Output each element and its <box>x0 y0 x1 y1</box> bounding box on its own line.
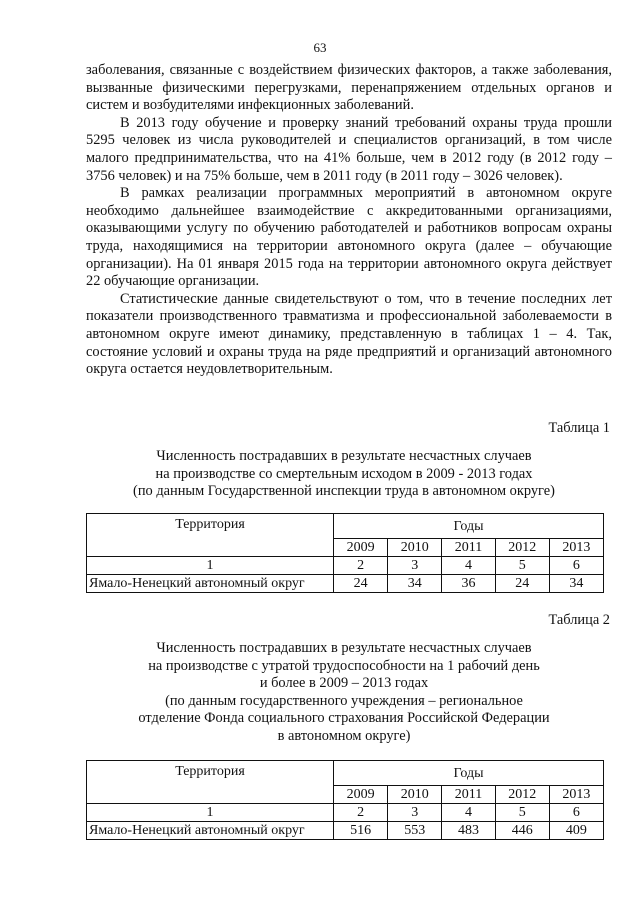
table1-col-number: 3 <box>388 557 442 575</box>
table2-year: 2013 <box>549 786 603 804</box>
paragraph: заболевания, связанные с воздействием физических факторов, а также заболевания, вызванные физическими перегрузками, перенапряжением отдельных органов и систем и возбудителями инфекционных заболеваний. <box>86 62 612 114</box>
table2-col-number: 3 <box>388 804 442 822</box>
table-row <box>87 575 604 593</box>
table1-title-line: (по данным Государственной инспекции труда в автономном округе) <box>133 483 555 500</box>
table1-row-label: Ямало-Ненецкий автономный округ <box>87 575 334 593</box>
table2-col-number: 6 <box>549 804 603 822</box>
table2-title-line: и более в 2009 – 2013 годах <box>259 675 429 692</box>
paragraph: Статистические данные свидетельствуют о том, что в течение последних лет показатели производственного травматизма и профессиональной заболеваемости в автономном округе имеют динамику, представленную в таблицах 1 – 4. Так, состояние условий и охраны труда на ряде предприятий и организаций автономного округа остается неудовлетворительным. <box>86 290 612 378</box>
table1-col-number: 5 <box>495 557 549 575</box>
table2-title-line: в автономном округе) <box>277 727 411 744</box>
table1-year: 2013 <box>549 539 603 557</box>
table1-col-number: 2 <box>334 557 388 575</box>
table2-title <box>78 640 610 746</box>
table2 <box>86 760 604 840</box>
table2-cell: 409 <box>549 822 603 840</box>
table2-year: 2009 <box>334 786 388 804</box>
table2-title-line: отделение Фонда социального страхования Российской Федерации <box>138 710 550 727</box>
table1-title <box>78 448 610 501</box>
table1-cell: 24 <box>334 575 388 593</box>
table1-cell: 34 <box>549 575 603 593</box>
table2-cell: 483 <box>442 822 495 840</box>
table1-col-number: 6 <box>549 557 603 575</box>
paragraph: В рамках реализации программных мероприятий в автономном округе необходимо дальнейшее взаимодействие с аккредитованными организациями, оказывающими услугу по обучению работодателей и работников вопросам охраны труда, находящимися на территории автономного округа (далее – обучающие организации). На 01 января 2015 года на территории автономного округа действует 22 обучающие организации. <box>86 185 612 290</box>
table2-year: 2012 <box>495 786 549 804</box>
table2-cell: 553 <box>388 822 442 840</box>
table2-caption: Таблица 2 <box>548 612 610 628</box>
table1-col-number: 1 <box>87 557 334 575</box>
table2-cell: 516 <box>334 822 388 840</box>
table1-cell: 34 <box>388 575 442 593</box>
table-row <box>87 822 604 840</box>
body-text <box>86 62 612 379</box>
table1-year: 2009 <box>334 539 388 557</box>
page-number: 63 <box>313 40 327 55</box>
table1-header-years: Годы <box>334 514 604 539</box>
table2-title-line: (по данным государственного учреждения – региональное <box>165 692 523 709</box>
table2-year: 2011 <box>442 786 495 804</box>
table1-cell: 36 <box>442 575 495 593</box>
table1-cell: 24 <box>495 575 549 593</box>
table1-title-line: на производстве со смертельным исходом в 2009 - 2013 годах <box>155 465 533 482</box>
table2-header-years: Годы <box>334 761 604 786</box>
table1 <box>86 513 604 593</box>
table1-year: 2010 <box>388 539 442 557</box>
table1-caption: Таблица 1 <box>548 420 610 436</box>
paragraph: В 2013 году обучение и проверку знаний требований охраны труда прошли 5295 человек из числа руководителей и специалистов организаций, в том числе малого предпринимательства, что на 41% больше, чем в 2012 году (в 2012 году – 3756 человек) и на 75% больше, чем в 2011 году (в 2011 году – 3026 человек). <box>86 114 612 184</box>
table2-col-number: 5 <box>495 804 549 822</box>
table1-year: 2011 <box>442 539 495 557</box>
table2-year: 2010 <box>388 786 442 804</box>
table2-title-line: Численность пострадавших в результате несчастных случаев <box>156 640 532 656</box>
table1-title-line: Численность пострадавших в результате несчастных случаев <box>156 448 532 464</box>
table2-col-number: 1 <box>87 804 334 822</box>
table2-title-line: на производстве с утратой трудоспособности на 1 рабочий день <box>148 657 540 674</box>
table2-col-number: 2 <box>334 804 388 822</box>
table2-col-number: 4 <box>442 804 495 822</box>
table2-cell: 446 <box>495 822 549 840</box>
table2-row-label: Ямало-Ненецкий автономный округ <box>87 822 334 840</box>
table1-header-territory: Территория <box>87 514 334 557</box>
table2-header-territory: Территория <box>87 761 334 804</box>
table1-year: 2012 <box>495 539 549 557</box>
table1-col-number: 4 <box>442 557 495 575</box>
